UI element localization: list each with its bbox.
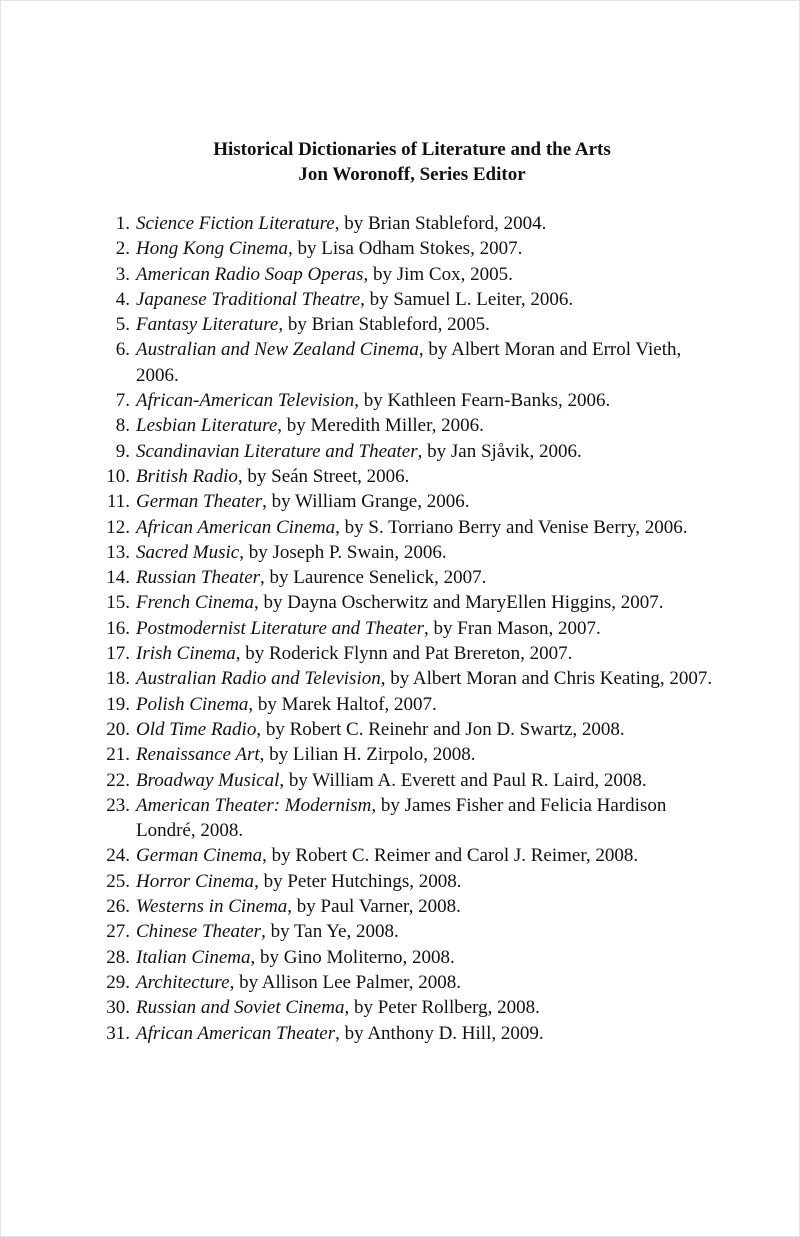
entry-number: 16. [106, 617, 130, 639]
entry-author-year: , by Tan Ye, 2008. [261, 921, 399, 943]
entry-number: 9. [115, 440, 130, 462]
list-item [96, 312, 726, 337]
list-item [96, 515, 726, 540]
entry-author-year: , by Seán Street, 2006. [237, 465, 410, 487]
entry-author-year: , by Kathleen Fearn-Banks, 2006. [354, 390, 611, 412]
entry-title: Horror Cinema [136, 870, 255, 892]
entry-number: 6. [115, 339, 130, 361]
entry-number: 30. [106, 997, 130, 1019]
entry-text [130, 312, 726, 337]
list-item [96, 388, 726, 413]
entry-text [130, 869, 726, 894]
list-item [96, 439, 726, 464]
entry-author-year: , by Jan Sjåvik, 2006. [417, 440, 582, 462]
entry-title: German Cinema [136, 845, 263, 867]
entry-title: Westerns in Cinema [136, 896, 288, 918]
entry-author-year: , by Laurence Senelick, 2007. [260, 567, 487, 589]
list-item [96, 945, 726, 970]
entry-title: American Radio Soap Operas [136, 263, 364, 285]
entry-text [130, 413, 726, 438]
entry-number: 18. [106, 668, 130, 690]
entry-number: 15. [106, 592, 130, 614]
entry-author-year: , by Samuel L. Leiter, 2006. [360, 288, 574, 310]
entry-number: 23. [106, 794, 130, 816]
entry-number: 14. [106, 567, 130, 589]
list-item [96, 565, 726, 590]
entry-title: Fantasy Literature [136, 314, 279, 336]
entry-number: 13. [106, 541, 130, 563]
list-item [96, 995, 726, 1020]
entry-number: 24. [106, 845, 130, 867]
entry-text [130, 287, 726, 312]
list-item [96, 768, 726, 793]
entry-number: 7. [115, 390, 130, 412]
entry-number: 19. [106, 693, 130, 715]
entry-author-year: , by Joseph P. Swain, 2006. [239, 541, 447, 563]
list-item [96, 894, 726, 919]
entry-number: 21. [106, 744, 130, 766]
entry-number: 3. [115, 263, 130, 285]
entry-number: 29. [106, 971, 130, 993]
entry-title: Russian Theater [136, 567, 261, 589]
list-item [96, 717, 726, 742]
entry-text [130, 666, 726, 691]
entry-author-year: , by Peter Rollberg, 2008. [344, 997, 540, 1019]
entry-title: African-American Television [136, 390, 355, 412]
entry-text [130, 843, 726, 868]
entry-number: 8. [115, 415, 130, 437]
entry-author-year: , by Paul Varner, 2008. [287, 896, 461, 918]
entry-text [130, 565, 726, 590]
list-item [96, 970, 726, 995]
list-item [96, 641, 726, 666]
entry-author-year: , by Gino Moliterno, 2008. [250, 946, 455, 968]
list-item [96, 287, 726, 312]
entry-author-year: , by Albert Moran and Errol Vieth, 2006. [136, 339, 682, 386]
entry-author-year: , by Allison Lee Palmer, 2008. [229, 971, 461, 993]
entry-number: 27. [106, 921, 130, 943]
entry-title: Japanese Traditional Theatre [136, 288, 361, 310]
entry-author-year: , by Robert C. Reimer and Carol J. Reimer, 2008. [262, 845, 639, 867]
entry-text [130, 540, 726, 565]
entry-title: Scandinavian Literature and Theater [136, 440, 418, 462]
entry-author-year: , by Lisa Odham Stokes, 2007. [288, 238, 523, 260]
entry-text [130, 211, 726, 236]
entry-title: Irish Cinema [136, 643, 236, 665]
list-item [96, 489, 726, 514]
entry-author-year: , by S. Torriano Berry and Venise Berry, 2006. [335, 516, 688, 538]
entry-title: Science Fiction Literature [136, 213, 335, 234]
page-heading [1, 137, 800, 187]
entry-text [130, 995, 726, 1020]
entry-title: Old Time Radio [136, 718, 257, 740]
entry-author-year: , by Roderick Flynn and Pat Brereton, 2007. [235, 643, 573, 665]
entry-author-year: , by Lilian H. Zirpolo, 2008. [259, 744, 476, 766]
book-list [96, 211, 726, 1046]
entry-text [130, 945, 726, 970]
entry-text [130, 388, 726, 413]
entry-title: Lesbian Literature [136, 415, 278, 437]
entry-number: 28. [106, 946, 130, 968]
list-item [96, 742, 726, 767]
entry-text [130, 616, 726, 641]
list-item [96, 666, 726, 691]
entry-text [130, 464, 726, 489]
entry-title: Australian and New Zealand Cinema [136, 339, 419, 361]
entry-author-year: , by James Fisher and Felicia Hardison Londré, 2008. [136, 794, 667, 842]
entry-title: Australian Radio and Television [136, 668, 381, 690]
entry-number: 17. [106, 643, 130, 665]
list-item [96, 1021, 726, 1046]
entry-title: German Theater [136, 491, 263, 513]
entry-title: Russian and Soviet Cinema [136, 997, 345, 1019]
entry-text [130, 236, 726, 261]
list-item [96, 616, 726, 641]
entry-author-year: , by Anthony D. Hill, 2009. [335, 1022, 544, 1044]
list-item [96, 590, 726, 615]
entry-number: 12. [106, 516, 130, 538]
list-item [96, 793, 726, 844]
entry-title: Broadway Musical [136, 769, 280, 791]
entry-title: Italian Cinema [136, 946, 251, 968]
list-item [96, 869, 726, 894]
entry-author-year: , by Robert C. Reinehr and Jon D. Swartz, 2008. [256, 718, 625, 740]
entry-text [130, 692, 726, 717]
list-item [96, 337, 726, 388]
entry-author-year: , by Marek Haltof, 2007. [248, 693, 437, 715]
entry-text [130, 439, 726, 464]
list-item [96, 540, 726, 565]
entry-title: Renaissance Art [136, 744, 260, 766]
entry-title: American Theater: Modernism [136, 794, 372, 816]
entry-text [130, 717, 726, 742]
list-item [96, 692, 726, 717]
entry-title: Sacred Music [136, 541, 240, 563]
entry-text [130, 970, 726, 995]
entry-text [130, 489, 726, 514]
entry-text [130, 590, 726, 615]
entry-title: Postmodernist Literature and Theater [136, 617, 424, 639]
entry-author-year: , by William Grange, 2006. [262, 491, 470, 513]
entry-author-year: , by Peter Hutchings, 2008. [254, 870, 462, 892]
entry-title: French Cinema [136, 592, 255, 614]
entry-text [130, 768, 726, 793]
entry-number: 31. [106, 1022, 130, 1044]
entry-title: Polish Cinema [136, 693, 249, 715]
entry-author-year: , by Meredith Miller, 2006. [277, 415, 484, 437]
entry-text [130, 337, 726, 388]
entry-title: African American Theater [136, 1022, 336, 1044]
entry-author-year: , by Fran Mason, 2007. [424, 617, 601, 639]
entry-number: 2. [115, 238, 130, 260]
entry-text [130, 515, 726, 540]
entry-number: 20. [106, 718, 130, 740]
entry-text [130, 641, 726, 666]
entry-text [130, 1021, 726, 1046]
entry-text [130, 742, 726, 767]
entry-number: 22. [106, 769, 130, 791]
entry-title: British Radio [136, 465, 238, 487]
series-title: Historical Dictionaries of Literature and the Arts [213, 139, 611, 160]
entry-number: 26. [106, 896, 130, 918]
entry-number: 1. [115, 213, 130, 234]
entry-number: 25. [106, 870, 130, 892]
entry-number: 10. [106, 465, 130, 487]
entry-title: Architecture [136, 971, 230, 993]
entry-number: 11. [106, 491, 130, 513]
list-item [96, 919, 726, 944]
entry-author-year: , by Jim Cox, 2005. [363, 263, 513, 285]
entry-author-year: , by Brian Stableford, 2005. [278, 314, 490, 336]
entry-title: African American Cinema [136, 516, 336, 538]
entry-number: 4. [115, 288, 130, 310]
entry-author-year: , by Brian Stableford, 2004. [334, 213, 547, 234]
list-item [96, 413, 726, 438]
entry-author-year: , by William A. Everett and Paul R. Laird, 2008. [279, 769, 647, 791]
entry-title: Chinese Theater [136, 921, 262, 943]
entry-title: Hong Kong Cinema [136, 238, 288, 260]
list-item [96, 464, 726, 489]
list-item [96, 843, 726, 868]
entry-author-year: , by Dayna Oscherwitz and MaryEllen Higgins, 2007. [254, 592, 664, 614]
entry-author-year: , by Albert Moran and Chris Keating, 2007. [380, 668, 713, 690]
entry-text [130, 262, 726, 287]
entry-text [130, 894, 726, 919]
entry-text [130, 919, 726, 944]
list-item [96, 262, 726, 287]
entry-number: 5. [115, 314, 130, 336]
entry-text [130, 793, 726, 844]
list-item [96, 236, 726, 261]
series-editor: Jon Woronoff, Series Editor [298, 164, 526, 185]
list-item [96, 211, 726, 236]
